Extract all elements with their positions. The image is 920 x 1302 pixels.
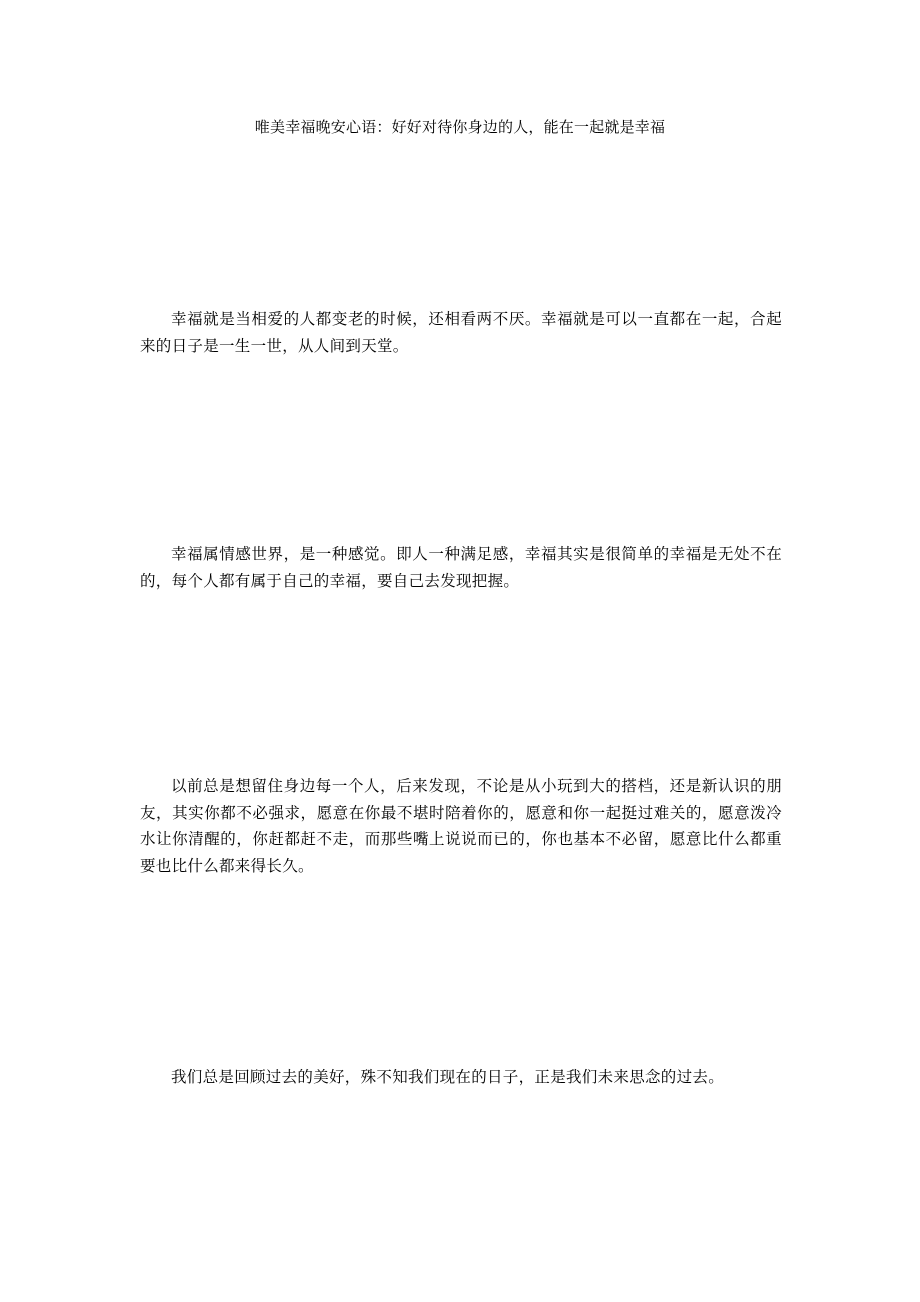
paragraph-1: 幸福就是当相爱的人都变老的时候，还相看两不厌。幸福就是可以一直都在一起，合起来的日子是一生一世，从人间到天堂。 (140, 310, 782, 355)
paragraph-2: 幸福属情感世界，是一种感觉。即人一种满足感，幸福其实是很简单的幸福是无处不在的，每个人都有属于自己的幸福，要自己去发现把握。 (140, 545, 782, 590)
paragraph-3: 以前总是想留住身边每一个人，后来发现，不论是从小玩到大的搭档，还是新认识的朋友，其实你都不必强求，愿意在你最不堪时陪着你的，愿意和你一起挺过难关的，愿意泼冷水让你清醒的，你赶都赶不走，而那些嘴上说说而已的，你也基本不必留，愿意比什么都重要也比什么都来得长久。 (140, 777, 782, 875)
document-title: 唯美幸福晚安心语：好好对待你身边的人，能在一起就是幸福 (254, 118, 666, 136)
paragraph-4: 我们总是回顾过去的美好，殊不知我们现在的日子，正是我们未来思念的过去。 (171, 1068, 725, 1086)
